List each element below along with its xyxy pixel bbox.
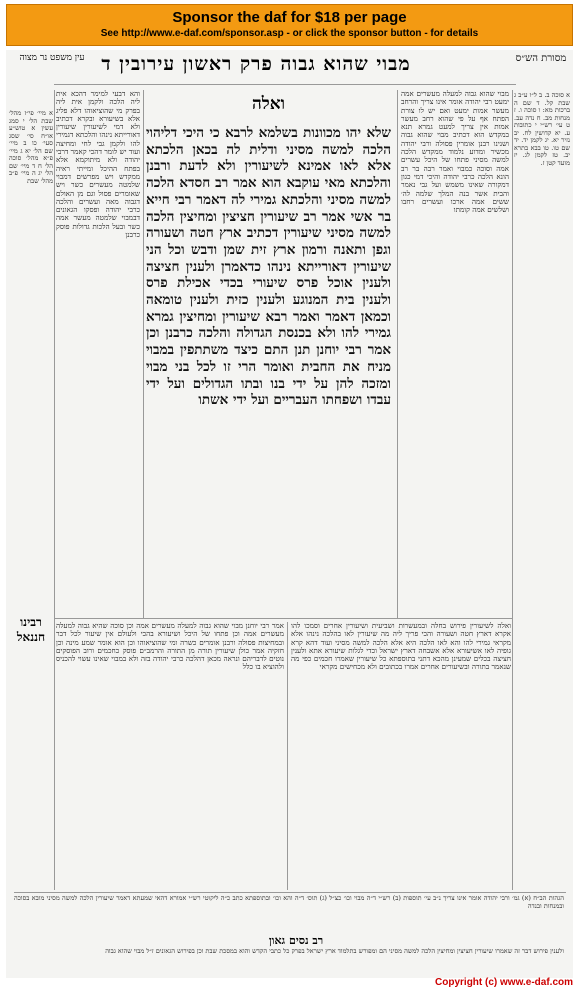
lower-commentary-right: ואלה לשיעורין פירוש בחלה ובמעשרות ושביעית ושיעורין אחרים וסמכו להו אקרא דארץ חטה ושעורה והכי פריך ליה מה שיעורין לאו בהלכה נינהו אלא מקראי גמירי להו והא לאו הלכה היא אלא הלכה למשה מסיני ועוד דהא קרא גופיה לאו אשיעורא אלא אשבחה דארץ ישראל וכדי לגלות שיעורא אתא ולענין חציצה בכלים שמעינן מהכא דתני בתוספתא כל שיעורין שאמרו חכמים כפי מה שנאמר בתורה ובשיעורים אחרים אמרו בכתובים ולא מכחישים מקראי (291, 622, 511, 672)
copyright-link[interactable]: Copyright (c) www.e-daf.com (435, 977, 573, 988)
header-divider (54, 84, 516, 85)
lower-column-divider (287, 622, 288, 890)
sponsor-banner[interactable] (6, 4, 573, 46)
footer-notes: הגהות הב״ח (א) גמ׳ ורבי יהודה אומר אינו צריך נ״ב עי׳ תוספות (ב) רש״י ד״ה מבוי וכו׳ כצ״ל (ג) תוס׳ ד״ה והא וכו׳ ובתוספתא כתב כ״ה ליקוטי רש״י אמורא דהאי שמעתא דאמר שיעורין הלכה למשה מסיני מובא בסוכה ובמנחות ובנדה (14, 895, 564, 910)
rav-nissim-gaon-title: רב נסים גאון (268, 934, 324, 947)
gemara-opening-word: ואלה (252, 94, 285, 114)
page-header: מבוי שהוא גבוה פרק ראשון עירובין ד (101, 53, 411, 75)
tosafot-commentary: והא דבעי למימר דהכא אית ליה הלכה ולקמן אית ליה בפרק מי שהוציאוהו דלא פליג אלא בשיעורא ובקרא דכתיב ולא דמי לשיעורין שיעורין דאורייתא נינהו והלכתא דגמירי להו ולקמן גבי לחי ומחיצה ועוד יש לומר דהכי קאמר דרבי יהודה ולא מיתוקמא אלא בפתח ההיכל ומייתי ראיה ממקדש ויש מפרשים דמבוי שלמטה מעשרים כשר ויש שאומרים פסול וגם מן האולם דגבוה מאה ועשרים והלכה כרבי יהודה ופסקו הגאונים דבמבוי שלמטה מעשר אמה כשר ובעל הלכות גדולות פוסק כרבנן (56, 90, 140, 240)
footer-divider (14, 892, 566, 893)
header-ein-mishpat: עין משפט נר מצוה (19, 53, 85, 63)
lower-commentary-left: אמר רבי יוחנן מבוי שהוא גבוה למעלה מעשרים אמה וכן סוכה שהיא גבוה למעלה מעשרים אמה וכן פתחו של היכל ושיעורא בהכי ולעולם אין שיעור לכל דבר ובמחיצות פסולה ורבנן אומרים כשרה ומי שהוציאוהו וכן הוא אומר שמע מינה וכן חזקיה אמר כולן שיעורין תורה מן התורה והרמב״ם פוסק כחכמים ורוב הפוסקים נוטים לדבריהם ונראה מכאן דהלכה כרבי יהודה בזה ולא במבוי שאינו עשוי להכניס ולהוציא בו כלל (56, 622, 284, 672)
lower-divider (54, 618, 512, 619)
gemara-text: שלא יהו מכוונות בשלמא לרבא כי היכי דליהוי הלכה למשה מסיני ודלית לה בכאן הלכתא אלא לאו אמינא לשיעורין ולא לדעת ורבנן והלכתא מאי עוקבא הוא אמר רב חסדא הלכה למשה מסיני והלכתא גמירי לה דאמר רבי חייא בר אשי אמר רב שיעורין חציצין ומחיצין הלכה למשה מסיני שיעורין דכתיב ארץ חטה ושעורה וגפן ותאנה ורמון ארץ זית שמן ודבש וכל הני שיעורין דאורייתא נינהו כדאמרן ולענין חציצה ולענין אוכל פרס שיעורי בכדי אכילת פרס ולענין בית המנוגע ולענין כזית ולענין טומאה וכמאן דאמר ואמר רבא שיעורין ומחיצין גמרא גמירי להו ולא בכנסת הגדולה והלכה כרבנן וכן אמר רבי יוחנן תנן התם כיצד משתתפין במבוי מניח את החבית ואומר הרי זו לכל בני מבוי ומזכה להן על ידי בנו ובתו הגדולים ועל ידי עבדו ושפחתו העבריים ועל ידי אשתו (146, 125, 391, 409)
column-divider-right (397, 90, 398, 618)
gemara-block (146, 125, 391, 613)
margin-divider-right (512, 90, 513, 890)
column-divider-left (143, 90, 144, 618)
footer-notes-gaon: ולענין פירוש דבר זה שאמרו שיעורין חציצין ומחיצין הלכה למשה מסיני הם ומפורש בתלמוד ארץ ישראל בפרק כל כתבי הקדש והוא במסכת שבת וכן בפירוש הגאונים ז״ל מבוי שהוא גבוה (105, 948, 564, 955)
rashi-commentary: מבוי שהוא גבוה למעלה מעשרים אמה ימעט רבי יהודה אומר אינו צריך והרחב מעשר אמות ימעט ואם יש לו צורת הפתח אף על פי שהוא רחב מעשר אמות אין צריך למעט גמרא תנא במקדש הוא דכתיב מבוי שהוא גבוה ושנינו רבנן אומרין פסולה ורבי יהודה מכשיר ומדוע נלמוד ממקדש הלכה למשה מסיני פתחו של היכל עשרים אמה וסוכה כמבוי ואמר רבה בר רב הונא הלכה כרבי יהודה והיכי דמי כגון דמקורה שאינו משמש ועל גבי נאמר והבית אשר בנה המלך שלמה לה׳ ששים אמה ארכו ועשרים רחבו ושלשים אמה קומתו (401, 90, 509, 215)
talmud-page (6, 50, 573, 978)
margin-divider-left (54, 90, 55, 890)
sponsor-subtitle[interactable]: See http://www.e-daf.com/sponsor.asp - or click the sponsor button - for details (100, 28, 479, 39)
header-masoret: מסורת הש״ס (515, 53, 567, 64)
rabbenu-chananel-title: רבינו חננאל (16, 615, 46, 644)
sponsor-title[interactable]: Sponsor the daf for $18 per page (172, 9, 407, 26)
masoret-hashas: א סוכה ב. ב ל״ו ע״ב ג שבת קל. ד שם ה ברכות מא: ו סוכה ו. ז מנחות מב. ח נדה עב. ט עי׳ רש״י י כתובות ע. יא קדושין לח. יב נזיר יא. יג לקמן יד. יד שם טו. טו בבא בתרא יב. טז לקמן לג. יז מועד קטן ז. (514, 92, 570, 167)
ein-mishpat-text: א מיי׳ פי״ז מהל׳ שבת הל׳ י סמג עשין א טוש״ע או״ח סי׳ שסג סעי׳ כו ב מיי׳ שם הל׳ יא ג מיי׳ פ״א מהל׳ סוכה הל׳ ח ד מיי׳ שם הל׳ יג ה מיי׳ פ״ב מהל׳ שבת (9, 110, 53, 185)
